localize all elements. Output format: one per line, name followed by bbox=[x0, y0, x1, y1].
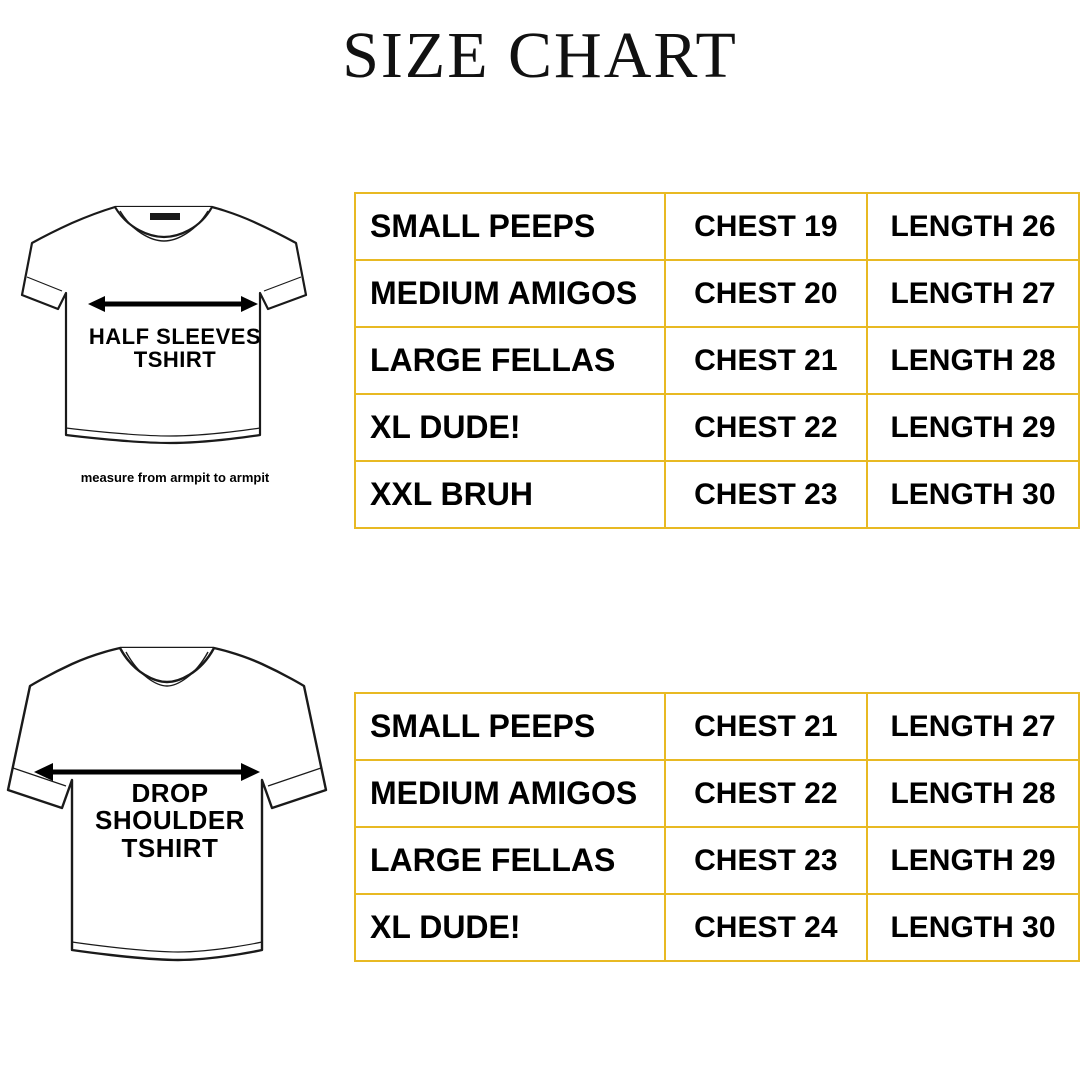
length-value: LENGTH 30 bbox=[867, 461, 1079, 528]
chest-value: CHEST 22 bbox=[665, 394, 867, 461]
chest-value: CHEST 23 bbox=[665, 461, 867, 528]
table-row bbox=[355, 461, 1079, 528]
table-row bbox=[355, 394, 1079, 461]
length-value: LENGTH 27 bbox=[867, 260, 1079, 327]
length-value: LENGTH 29 bbox=[867, 394, 1079, 461]
drop-shoulder-caption bbox=[0, 780, 340, 862]
table-row bbox=[355, 760, 1079, 827]
drop-shoulder-tshirt-diagram bbox=[0, 620, 340, 980]
chest-value: CHEST 22 bbox=[665, 760, 867, 827]
drop-shoulder-caption-line1: DROP bbox=[131, 778, 209, 808]
chest-value: CHEST 21 bbox=[665, 693, 867, 760]
table-row bbox=[355, 193, 1079, 260]
size-label: MEDIUM AMIGOS bbox=[355, 260, 665, 327]
size-label: LARGE FELLAS bbox=[355, 327, 665, 394]
length-value: LENGTH 27 bbox=[867, 693, 1079, 760]
length-value: LENGTH 28 bbox=[867, 760, 1079, 827]
size-label: MEDIUM AMIGOS bbox=[355, 760, 665, 827]
length-value: LENGTH 30 bbox=[867, 894, 1079, 961]
size-table-half-sleeves bbox=[354, 192, 1080, 529]
chest-value: CHEST 20 bbox=[665, 260, 867, 327]
table-row bbox=[355, 327, 1079, 394]
chest-value: CHEST 23 bbox=[665, 827, 867, 894]
length-value: LENGTH 28 bbox=[867, 327, 1079, 394]
table-row bbox=[355, 693, 1079, 760]
half-sleeve-measure-note: measure from armpit to armpit bbox=[80, 470, 270, 485]
length-value: LENGTH 26 bbox=[867, 193, 1079, 260]
half-sleeve-caption bbox=[10, 325, 340, 371]
half-sleeve-tshirt-diagram bbox=[10, 185, 340, 505]
size-label: LARGE FELLAS bbox=[355, 827, 665, 894]
drop-shoulder-caption-line2: SHOULDER bbox=[95, 805, 245, 836]
half-sleeve-caption-line2: TSHIRT bbox=[133, 347, 217, 373]
half-sleeve-caption-line1: HALF SLEEVES bbox=[88, 324, 262, 349]
table-row bbox=[355, 827, 1079, 894]
size-label: SMALL PEEPS bbox=[355, 193, 665, 260]
drop-shoulder-caption-line3: TSHIRT bbox=[121, 832, 219, 863]
table-row bbox=[355, 260, 1079, 327]
size-label: XL DUDE! bbox=[355, 894, 665, 961]
chest-value: CHEST 19 bbox=[665, 193, 867, 260]
chest-value: CHEST 24 bbox=[665, 894, 867, 961]
size-label: XL DUDE! bbox=[355, 394, 665, 461]
size-label: SMALL PEEPS bbox=[355, 693, 665, 760]
size-label: XXL BRUH bbox=[355, 461, 665, 528]
length-value: LENGTH 29 bbox=[867, 827, 1079, 894]
page-title: SIZE CHART bbox=[342, 19, 738, 92]
table-row bbox=[355, 894, 1079, 961]
chest-value: CHEST 21 bbox=[665, 327, 867, 394]
size-table-drop-shoulder bbox=[354, 692, 1080, 962]
